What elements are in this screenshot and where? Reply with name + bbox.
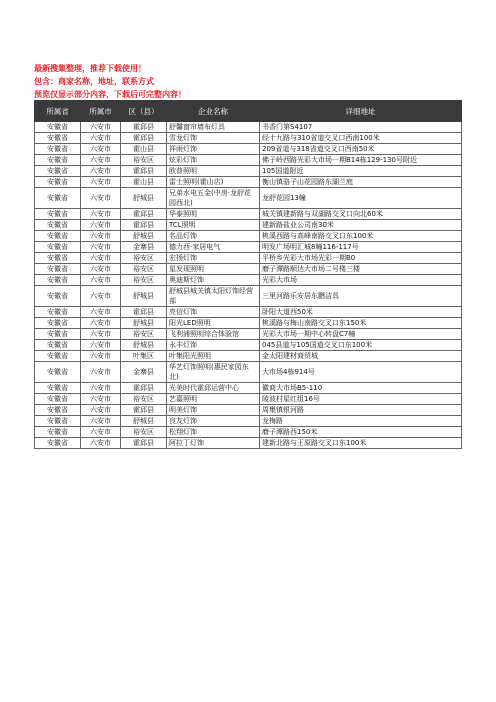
table-row [35,122,462,133]
company-cell: 德力西·家居电气 [167,242,260,253]
table-header-row [35,101,462,122]
province-cell: 安徽省 [35,438,81,449]
company-cell: 舒城县城关镇太阳灯饰经营部 [167,286,260,307]
district-cell: 裕安区 [121,394,167,405]
province-cell: 安徽省 [35,231,81,242]
address-cell: 经十九路与310省道交叉口西南100米 [260,133,462,144]
province-cell: 安徽省 [35,133,81,144]
table-row [35,405,462,416]
province-cell: 安徽省 [35,362,81,383]
address-cell: 建新北路与王原路交叉口东100米 [260,438,462,449]
table-row [35,318,462,329]
company-cell: 明美灯饰 [167,405,260,416]
table-row [35,155,462,166]
company-cell: 雷士照明(霍山店) [167,177,260,188]
city-cell: 六安市 [81,264,121,275]
address-cell: 周集镇银河路 [260,405,462,416]
address-cell: 三里河路乐安居东鹏洁具 [260,286,462,307]
district-cell: 舒城县 [121,231,167,242]
table-row [35,177,462,188]
company-cell: 星发现照明 [167,264,260,275]
company-cell: 艺嘉照明 [167,394,260,405]
address-cell: 龙舒花园13幢 [260,188,462,209]
city-cell: 六安市 [81,351,121,362]
province-cell: 安徽省 [35,242,81,253]
table-row [35,307,462,318]
table-row [35,275,462,286]
table-row [35,438,462,449]
city-cell: 六安市 [81,253,121,264]
address-cell: 桃溪西路与高峰南路交叉口东100米 [260,231,462,242]
company-cell: 华泰照明 [167,209,260,220]
city-cell: 六安市 [81,242,121,253]
district-cell: 霍邱县 [121,405,167,416]
city-cell: 六安市 [81,220,121,231]
province-cell: 安徽省 [35,427,81,438]
company-cell: 阳光LED照明 [167,318,260,329]
city-cell: 六安市 [81,209,121,220]
company-cell: 雪龙灯饰 [167,133,260,144]
province-cell: 安徽省 [35,394,81,405]
company-cell: 宏扬灯饰 [167,253,260,264]
district-cell: 霍山县 [121,144,167,155]
notice-line-3: 预览仅显示部分内容，下载后可完整内容！ [34,90,186,99]
district-cell: 舒城县 [121,416,167,427]
company-cell: 欧普照明 [167,166,260,177]
table-row [35,394,462,405]
company-cell: 良友灯饰 [167,416,260,427]
province-cell: 安徽省 [35,405,81,416]
district-cell: 霍邱县 [121,383,167,394]
city-cell: 六安市 [81,122,121,133]
province-cell: 安徽省 [35,122,81,133]
city-cell: 六安市 [81,144,121,155]
city-cell: 六安市 [81,427,121,438]
city-cell: 六安市 [81,438,121,449]
district-cell: 舒城县 [121,188,167,209]
district-cell: 裕安区 [121,253,167,264]
company-cell: 炫彩灯饰 [167,155,260,166]
header-city: 所属市 [81,101,121,122]
table-row [35,242,462,253]
province-cell: 安徽省 [35,209,81,220]
address-cell: 209省道与318省道交叉口西南50米 [260,144,462,155]
address-cell: 卧阳大道西50米 [260,307,462,318]
district-cell: 霍邱县 [121,122,167,133]
company-cell: 叶集阳光照明 [167,351,260,362]
address-cell: 陵波村星红组16号 [260,394,462,405]
city-cell: 六安市 [81,231,121,242]
city-cell: 六安市 [81,329,121,340]
city-cell: 六安市 [81,166,121,177]
address-cell: 衡山镇骆子山花园路东湖兰庭 [260,177,462,188]
notice-line-1: 最新搜集整理，推荐下载使用！ [34,64,146,73]
address-cell: 明发广场明汇城8幢116-117号 [260,242,462,253]
province-cell: 安徽省 [35,286,81,307]
district-cell: 霍邱县 [121,307,167,318]
city-cell: 六安市 [81,405,121,416]
address-cell: 佛子岭西路光彩大市场一期B14栋129-130号附近 [260,155,462,166]
company-cell: 奥迪斯灯饰 [167,275,260,286]
province-cell: 安徽省 [35,155,81,166]
city-cell: 六安市 [81,307,121,318]
table-row [35,133,462,144]
city-cell: 六安市 [81,416,121,427]
notice-block [34,62,186,101]
address-cell: 城关镇建新路与双湖路交叉口向北60米 [260,209,462,220]
company-cell: 永丰灯饰 [167,340,260,351]
city-cell: 六安市 [81,318,121,329]
table-row [35,329,462,340]
city-cell: 六安市 [81,177,121,188]
address-cell: 光彩大市场一期中心转盘C7幢 [260,329,462,340]
table-row [35,416,462,427]
province-cell: 安徽省 [35,340,81,351]
header-province: 所属省 [35,101,81,122]
district-cell: 舒城县 [121,286,167,307]
province-cell: 安徽省 [35,275,81,286]
city-cell: 六安市 [81,383,121,394]
city-cell: 六安市 [81,286,121,307]
address-cell: 045县道与105国道交叉口东100米 [260,340,462,351]
province-cell: 安徽省 [35,264,81,275]
company-cell: 祥雨灯饰 [167,144,260,155]
district-cell: 裕安区 [121,264,167,275]
address-cell: 平桥乡光彩大市场光彩一期B0 [260,253,462,264]
company-cell: 兄弟水电五金(中房·龙舒花园西北) [167,188,260,209]
table-row [35,351,462,362]
address-cell: 磨子潭路顺达大市场二号楼三楼 [260,264,462,275]
district-cell: 霍邱县 [121,166,167,177]
header-address: 详细地址 [260,101,462,122]
table-row [35,188,462,209]
city-cell: 六安市 [81,275,121,286]
province-cell: 安徽省 [35,416,81,427]
province-cell: 安徽省 [35,166,81,177]
province-cell: 安徽省 [35,253,81,264]
company-cell: 光美时代霍邱运营中心 [167,383,260,394]
city-cell: 六安市 [81,340,121,351]
province-cell: 安徽省 [35,177,81,188]
city-cell: 六安市 [81,394,121,405]
address-cell: 金太阳建材商贸城 [260,351,462,362]
district-cell: 裕安区 [121,427,167,438]
company-cell: 名品灯饰 [167,231,260,242]
district-cell: 金寨县 [121,242,167,253]
company-cell: 松翔灯饰 [167,427,260,438]
address-cell: 光彩大市场 [260,275,462,286]
district-cell: 霍邱县 [121,133,167,144]
table-row [35,286,462,307]
province-cell: 安徽省 [35,329,81,340]
address-cell: 徽商大市场B5-110 [260,383,462,394]
district-cell: 霍邱县 [121,220,167,231]
address-cell: 桃溪路与梅山南路交叉口东150米 [260,318,462,329]
company-cell: 亮信灯饰 [167,307,260,318]
table-row [35,383,462,394]
table-row [35,362,462,383]
address-cell: 龙梅路 [260,416,462,427]
header-district: 区（县） [121,101,167,122]
province-cell: 安徽省 [35,351,81,362]
district-cell: 裕安区 [121,155,167,166]
district-cell: 霍山县 [121,177,167,188]
province-cell: 安徽省 [35,144,81,155]
company-cell: 华艺灯饰照明(惠民家园东北) [167,362,260,383]
table-row [35,209,462,220]
district-cell: 舒城县 [121,318,167,329]
province-cell: 安徽省 [35,383,81,394]
district-cell: 舒城县 [121,340,167,351]
address-cell: 大市场4栋914号 [260,362,462,383]
province-cell: 安徽省 [35,318,81,329]
address-cell: 105国道附近 [260,166,462,177]
business-table [34,100,462,449]
address-cell: 书香门第S4107 [260,122,462,133]
company-cell: TCL照明 [167,220,260,231]
table-row [35,231,462,242]
notice-line-2: 包含：商家名称，地址，联系方式 [34,77,154,86]
city-cell: 六安市 [81,188,121,209]
city-cell: 六安市 [81,155,121,166]
district-cell: 裕安区 [121,329,167,340]
address-cell: 建新路盐业公司南30米 [260,220,462,231]
table-row [35,340,462,351]
district-cell: 霍邱县 [121,438,167,449]
header-company: 企业名称 [167,101,260,122]
company-cell: 舒馨窗帘墙布灯具 [167,122,260,133]
table-row [35,144,462,155]
province-cell: 安徽省 [35,188,81,209]
table-row [35,427,462,438]
district-cell: 裕安区 [121,275,167,286]
company-cell: 阿拉丁灯饰 [167,438,260,449]
district-cell: 霍邱县 [121,209,167,220]
address-cell: 磨子潭路西150米 [260,427,462,438]
company-cell: 飞利浦照明综合体验馆 [167,329,260,340]
province-cell: 安徽省 [35,220,81,231]
table-row [35,220,462,231]
city-cell: 六安市 [81,362,121,383]
table-row [35,166,462,177]
district-cell: 叶集区 [121,351,167,362]
city-cell: 六安市 [81,133,121,144]
table-body [35,122,462,449]
table-row [35,264,462,275]
table-row [35,253,462,264]
province-cell: 安徽省 [35,307,81,318]
district-cell: 金寨县 [121,362,167,383]
